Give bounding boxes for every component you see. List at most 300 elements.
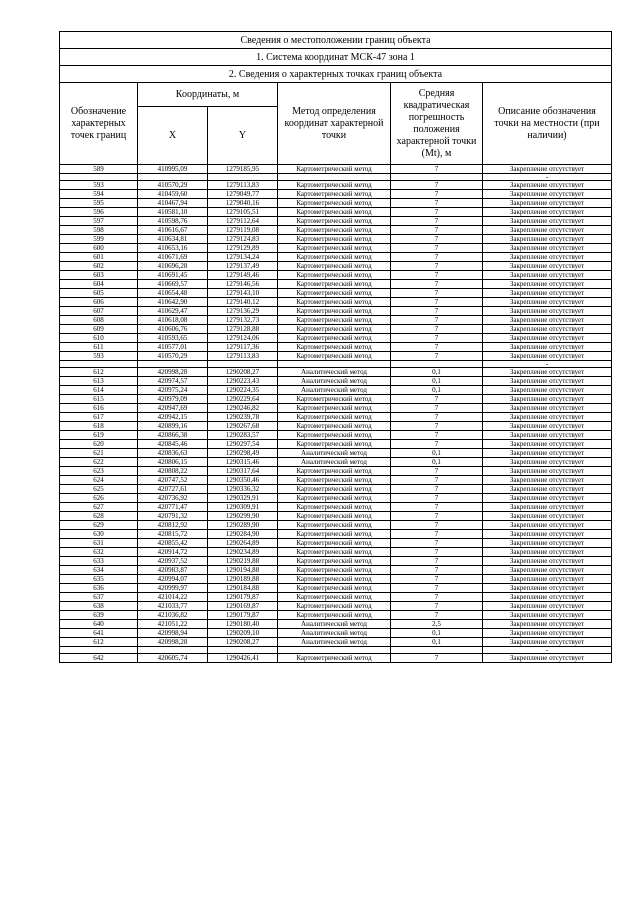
y-cell: 1290223,43 <box>208 377 278 386</box>
x-cell: 410570,29 <box>138 181 208 190</box>
description-cell: Закрепление отсутствует <box>483 521 612 530</box>
description-cell: Закрепление отсутствует <box>483 539 612 548</box>
x-cell: 421036,82 <box>138 611 208 620</box>
point-cell: 642 <box>60 654 138 663</box>
x-cell: 410696,28 <box>138 262 208 271</box>
point-cell: 627 <box>60 503 138 512</box>
method-cell: Картометрический метод <box>278 431 391 440</box>
title-row-3 <box>60 66 612 83</box>
description-cell: Закрепление отсутствует <box>483 334 612 343</box>
x-cell: 410598,76 <box>138 217 208 226</box>
table-row <box>60 422 612 431</box>
error-cell: 7 <box>391 503 483 512</box>
table-row <box>60 343 612 352</box>
method-cell: Картометрический метод <box>278 566 391 575</box>
y-cell: 1279124,06 <box>208 334 278 343</box>
point-cell: 600 <box>60 244 138 253</box>
x-cell: 420771,47 <box>138 503 208 512</box>
table-row <box>60 386 612 395</box>
table-row <box>60 638 612 647</box>
x-cell: 420937,52 <box>138 557 208 566</box>
method-cell: Картометрический метод <box>278 289 391 298</box>
error-cell: 7 <box>391 440 483 449</box>
boundary-points-table <box>59 31 612 663</box>
error-cell: 7 <box>391 476 483 485</box>
point-cell: 613 <box>60 377 138 386</box>
method-cell: Аналитический метод <box>278 368 391 377</box>
error-cell: 7 <box>391 235 483 244</box>
error-cell: 7 <box>391 199 483 208</box>
description-cell: Закрепление отсутствует <box>483 413 612 422</box>
error-cell: 7 <box>391 602 483 611</box>
point-cell: 614 <box>60 386 138 395</box>
empty-cell <box>208 647 278 654</box>
table-row <box>60 413 612 422</box>
y-cell: 1290179,87 <box>208 593 278 602</box>
x-cell: 410654,48 <box>138 289 208 298</box>
y-cell: 1279149,46 <box>208 271 278 280</box>
point-cell: 630 <box>60 530 138 539</box>
x-cell: 410691,45 <box>138 271 208 280</box>
error-cell: 7 <box>391 307 483 316</box>
method-cell: Картометрический метод <box>278 530 391 539</box>
method-cell: Картометрический метод <box>278 467 391 476</box>
table-body <box>60 165 612 663</box>
description-cell: Закрепление отсутствует <box>483 289 612 298</box>
error-cell: 7 <box>391 244 483 253</box>
error-cell: 0,1 <box>391 638 483 647</box>
x-cell: 420998,94 <box>138 629 208 638</box>
empty-cell <box>60 647 138 654</box>
point-cell: 640 <box>60 620 138 629</box>
method-cell: Картометрический метод <box>278 413 391 422</box>
x-cell: 410593,65 <box>138 334 208 343</box>
description-cell: Закрепление отсутствует <box>483 467 612 476</box>
x-cell: 420983,87 <box>138 566 208 575</box>
description-cell: Закрепление отсутствует <box>483 386 612 395</box>
description-cell: Закрепление отсутствует <box>483 584 612 593</box>
method-cell: Аналитический метод <box>278 377 391 386</box>
separator-row <box>60 174 612 181</box>
description-cell: Закрепление отсутствует <box>483 566 612 575</box>
description-cell: Закрепление отсутствует <box>483 557 612 566</box>
x-cell: 420866,38 <box>138 431 208 440</box>
method-cell: Картометрический метод <box>278 593 391 602</box>
method-cell: Картометрический метод <box>278 503 391 512</box>
table-row <box>60 467 612 476</box>
x-cell: 410459,60 <box>138 190 208 199</box>
error-cell: 7 <box>391 584 483 593</box>
description-cell: Закрепление отсутствует <box>483 530 612 539</box>
x-cell: 410606,76 <box>138 325 208 334</box>
point-cell: 633 <box>60 557 138 566</box>
description-cell: Закрепление отсутствует <box>483 226 612 235</box>
error-cell: 7 <box>391 404 483 413</box>
method-cell: Картометрический метод <box>278 611 391 620</box>
description-cell: Закрепление отсутствует <box>483 271 612 280</box>
table-row <box>60 503 612 512</box>
error-cell: 0,1 <box>391 629 483 638</box>
method-cell: Картометрический метод <box>278 575 391 584</box>
description-cell: Закрепление отсутствует <box>483 244 612 253</box>
table-row <box>60 494 612 503</box>
table-row <box>60 593 612 602</box>
y-cell: 1290299,90 <box>208 512 278 521</box>
description-cell: Закрепление отсутствует <box>483 298 612 307</box>
error-cell: 7 <box>391 566 483 575</box>
separator-row <box>60 647 612 654</box>
table-row <box>60 602 612 611</box>
table-row <box>60 368 612 377</box>
error-cell: 7 <box>391 165 483 174</box>
description-cell: Закрепление отсутствует <box>483 575 612 584</box>
x-cell: 410570,29 <box>138 352 208 361</box>
method-cell: Картометрический метод <box>278 280 391 289</box>
description-cell: Закрепление отсутствует <box>483 208 612 217</box>
point-cell: 624 <box>60 476 138 485</box>
table-row <box>60 404 612 413</box>
y-cell: 1290284,90 <box>208 530 278 539</box>
table-row <box>60 226 612 235</box>
description-cell: Закрепление отсутствует <box>483 431 612 440</box>
point-cell: 597 <box>60 217 138 226</box>
y-cell: 1290297,54 <box>208 440 278 449</box>
point-cell: 609 <box>60 325 138 334</box>
error-cell: 7 <box>391 575 483 584</box>
table-row <box>60 566 612 575</box>
error-cell: 7 <box>391 521 483 530</box>
x-cell: 420815,72 <box>138 530 208 539</box>
x-cell: 410653,16 <box>138 244 208 253</box>
table-row <box>60 377 612 386</box>
y-cell: 1279129,89 <box>208 244 278 253</box>
x-cell: 420974,57 <box>138 377 208 386</box>
y-cell: 1279105,51 <box>208 208 278 217</box>
y-cell: 1279119,08 <box>208 226 278 235</box>
x-cell: 410616,67 <box>138 226 208 235</box>
point-cell: 595 <box>60 199 138 208</box>
point-cell: 612 <box>60 638 138 647</box>
method-cell: Картометрический метод <box>278 602 391 611</box>
error-cell: 7 <box>391 467 483 476</box>
x-cell: 420791,32 <box>138 512 208 521</box>
method-cell: Картометрический метод <box>278 395 391 404</box>
point-cell: 604 <box>60 280 138 289</box>
point-cell: 596 <box>60 208 138 217</box>
description-cell: Закрепление отсутствует <box>483 458 612 467</box>
empty-cell <box>208 361 278 368</box>
method-cell: Картометрический метод <box>278 334 391 343</box>
point-cell: 629 <box>60 521 138 530</box>
x-cell: 410618,08 <box>138 316 208 325</box>
description-cell: Закрепление отсутствует <box>483 422 612 431</box>
empty-cell <box>138 361 208 368</box>
x-cell: 420998,28 <box>138 638 208 647</box>
method-cell: Картометрический метод <box>278 325 391 334</box>
y-cell: 1290229,64 <box>208 395 278 404</box>
method-cell: Аналитический метод <box>278 449 391 458</box>
error-cell: 7 <box>391 280 483 289</box>
error-cell: 7 <box>391 431 483 440</box>
point-designation-header: Обозначение характерных точек границ <box>60 83 138 165</box>
method-cell: Картометрический метод <box>278 226 391 235</box>
title-row-1 <box>60 32 612 49</box>
y-cell: 1290317,64 <box>208 467 278 476</box>
y-header: Y <box>208 107 278 165</box>
x-cell: 410642,90 <box>138 298 208 307</box>
error-cell: 7 <box>391 226 483 235</box>
description-cell: Закрепление отсутствует <box>483 235 612 244</box>
table-row <box>60 262 612 271</box>
description-cell: Закрепление отсутствует <box>483 181 612 190</box>
point-cell: 625 <box>60 485 138 494</box>
table-row <box>60 521 612 530</box>
method-cell: Картометрический метод <box>278 476 391 485</box>
description-cell: Закрепление отсутствует <box>483 593 612 602</box>
point-cell: 612 <box>60 368 138 377</box>
description-cell: Закрепление отсутствует <box>483 548 612 557</box>
table-row <box>60 289 612 298</box>
method-cell: Картометрический метод <box>278 440 391 449</box>
description-cell: Закрепление отсутствует <box>483 395 612 404</box>
point-cell: 635 <box>60 575 138 584</box>
error-cell: 7 <box>391 530 483 539</box>
point-cell: 606 <box>60 298 138 307</box>
method-cell: Аналитический метод <box>278 638 391 647</box>
x-cell: 410669,57 <box>138 280 208 289</box>
table-row <box>60 449 612 458</box>
error-header: Средняя квадратическая погрешность положения характерной точки (Mt), м <box>391 83 483 165</box>
x-cell: 420812,92 <box>138 521 208 530</box>
error-cell: 7 <box>391 181 483 190</box>
point-cell: 616 <box>60 404 138 413</box>
point-cell: 636 <box>60 584 138 593</box>
y-cell: 1290219,88 <box>208 557 278 566</box>
description-cell: Закрепление отсутствует <box>483 611 612 620</box>
table-row <box>60 199 612 208</box>
y-cell: 1290267,68 <box>208 422 278 431</box>
description-cell: Закрепление отсутствует <box>483 404 612 413</box>
method-cell: Картометрический метод <box>278 262 391 271</box>
point-cell: 593 <box>60 181 138 190</box>
empty-cell <box>278 647 391 654</box>
method-cell: Картометрический метод <box>278 165 391 174</box>
point-cell: 594 <box>60 190 138 199</box>
x-cell: 410629,47 <box>138 307 208 316</box>
y-cell: 1279113,83 <box>208 181 278 190</box>
y-cell: 1290289,90 <box>208 521 278 530</box>
error-cell: 7 <box>391 343 483 352</box>
error-cell: 7 <box>391 422 483 431</box>
y-cell: 1290426,41 <box>208 654 278 663</box>
x-cell: 410467,94 <box>138 199 208 208</box>
y-cell: 1290180,40 <box>208 620 278 629</box>
y-cell: 1290264,89 <box>208 539 278 548</box>
error-cell: 7 <box>391 548 483 557</box>
y-cell: 1290189,88 <box>208 575 278 584</box>
table-row <box>60 476 612 485</box>
method-cell: Картометрический метод <box>278 235 391 244</box>
y-cell: 1279146,56 <box>208 280 278 289</box>
title-row-2 <box>60 49 612 66</box>
x-cell: 410581,10 <box>138 208 208 217</box>
table-row <box>60 458 612 467</box>
empty-cell <box>60 361 138 368</box>
method-cell: Картометрический метод <box>278 352 391 361</box>
method-cell: Картометрический метод <box>278 539 391 548</box>
error-cell: 7 <box>391 413 483 422</box>
x-cell: 420999,97 <box>138 584 208 593</box>
description-cell: Закрепление отсутствует <box>483 199 612 208</box>
separator-dash: - <box>483 361 612 368</box>
method-cell: Картометрический метод <box>278 548 391 557</box>
point-cell: 639 <box>60 611 138 620</box>
point-cell: 619 <box>60 431 138 440</box>
description-cell: Закрепление отсутствует <box>483 280 612 289</box>
point-cell: 610 <box>60 334 138 343</box>
x-cell: 421033,77 <box>138 602 208 611</box>
point-cell: 626 <box>60 494 138 503</box>
x-cell: 420845,46 <box>138 440 208 449</box>
method-cell: Картометрический метод <box>278 343 391 352</box>
method-header: Метод определения координат характерной точки <box>278 83 391 165</box>
y-cell: 1290179,87 <box>208 611 278 620</box>
point-cell: 603 <box>60 271 138 280</box>
table-row <box>60 629 612 638</box>
method-cell: Картометрический метод <box>278 404 391 413</box>
table-row <box>60 334 612 343</box>
description-cell: Закрепление отсутствует <box>483 494 612 503</box>
y-cell: 1290298,49 <box>208 449 278 458</box>
header-row-1 <box>60 83 612 107</box>
method-cell: Картометрический метод <box>278 512 391 521</box>
x-cell: 420808,22 <box>138 467 208 476</box>
method-cell: Картометрический метод <box>278 244 391 253</box>
error-cell: 7 <box>391 190 483 199</box>
y-cell: 1279112,64 <box>208 217 278 226</box>
table-row <box>60 208 612 217</box>
table-row <box>60 548 612 557</box>
empty-cell <box>278 174 391 181</box>
point-cell: 601 <box>60 253 138 262</box>
description-cell: Закрепление отсутствует <box>483 503 612 512</box>
y-cell: 1290224,35 <box>208 386 278 395</box>
method-cell: Картометрический метод <box>278 208 391 217</box>
method-cell: Картометрический метод <box>278 271 391 280</box>
point-cell: 602 <box>60 262 138 271</box>
table-row <box>60 181 612 190</box>
point-cell: 628 <box>60 512 138 521</box>
error-cell: 7 <box>391 494 483 503</box>
method-cell: Картометрический метод <box>278 181 391 190</box>
y-cell: 1290283,57 <box>208 431 278 440</box>
y-cell: 1279113,83 <box>208 352 278 361</box>
x-cell: 420806,15 <box>138 458 208 467</box>
point-cell: 605 <box>60 289 138 298</box>
table-row <box>60 307 612 316</box>
method-cell: Картометрический метод <box>278 190 391 199</box>
empty-cell <box>278 361 391 368</box>
point-cell: 617 <box>60 413 138 422</box>
point-cell: 599 <box>60 235 138 244</box>
description-cell: Закрепление отсутствует <box>483 190 612 199</box>
separator-dash: - <box>483 174 612 181</box>
y-cell: 1279132,73 <box>208 316 278 325</box>
table-row <box>60 654 612 663</box>
y-cell: 1290336,32 <box>208 485 278 494</box>
error-cell: 0,1 <box>391 386 483 395</box>
description-cell: Закрепление отсутствует <box>483 512 612 521</box>
y-cell: 1279140,12 <box>208 298 278 307</box>
coordinates-header: Координаты, м <box>138 83 278 107</box>
empty-cell <box>138 174 208 181</box>
x-cell: 421051,22 <box>138 620 208 629</box>
y-cell: 1290309,91 <box>208 503 278 512</box>
table-row <box>60 325 612 334</box>
method-cell: Аналитический метод <box>278 458 391 467</box>
y-cell: 1290315,46 <box>208 458 278 467</box>
point-cell: 589 <box>60 165 138 174</box>
x-cell: 420736,92 <box>138 494 208 503</box>
document-page <box>59 31 611 663</box>
table-row <box>60 395 612 404</box>
table-row <box>60 620 612 629</box>
method-cell: Картометрический метод <box>278 557 391 566</box>
table-row <box>60 539 612 548</box>
point-cell: 632 <box>60 548 138 557</box>
error-cell: 7 <box>391 208 483 217</box>
description-cell: Закрепление отсутствует <box>483 343 612 352</box>
method-cell: Картометрический метод <box>278 253 391 262</box>
x-cell: 410634,81 <box>138 235 208 244</box>
method-cell: Картометрический метод <box>278 199 391 208</box>
method-cell: Картометрический метод <box>278 316 391 325</box>
description-cell: Закрепление отсутствует <box>483 217 612 226</box>
method-cell: Картометрический метод <box>278 654 391 663</box>
error-cell: 7 <box>391 654 483 663</box>
table-row <box>60 512 612 521</box>
table-row <box>60 253 612 262</box>
table-row <box>60 298 612 307</box>
x-cell: 420947,69 <box>138 404 208 413</box>
error-cell: 7 <box>391 485 483 494</box>
error-cell: 7 <box>391 512 483 521</box>
point-cell: 641 <box>60 629 138 638</box>
separator-row <box>60 361 612 368</box>
y-cell: 1290329,91 <box>208 494 278 503</box>
table-row <box>60 584 612 593</box>
empty-cell <box>138 647 208 654</box>
table-row <box>60 431 612 440</box>
point-cell: 637 <box>60 593 138 602</box>
error-cell: 7 <box>391 325 483 334</box>
description-cell: Закрепление отсутствует <box>483 449 612 458</box>
description-cell: Закрепление отсутствует <box>483 602 612 611</box>
error-cell: 7 <box>391 298 483 307</box>
method-cell: Аналитический метод <box>278 620 391 629</box>
x-cell: 420899,16 <box>138 422 208 431</box>
error-cell: 0,1 <box>391 377 483 386</box>
error-cell: 7 <box>391 395 483 404</box>
table-row <box>60 217 612 226</box>
y-cell: 1279049,77 <box>208 190 278 199</box>
error-cell: 7 <box>391 253 483 262</box>
point-cell: 615 <box>60 395 138 404</box>
method-cell: Картометрический метод <box>278 494 391 503</box>
y-cell: 1290350,46 <box>208 476 278 485</box>
x-cell: 420836,63 <box>138 449 208 458</box>
method-cell: Картометрический метод <box>278 217 391 226</box>
